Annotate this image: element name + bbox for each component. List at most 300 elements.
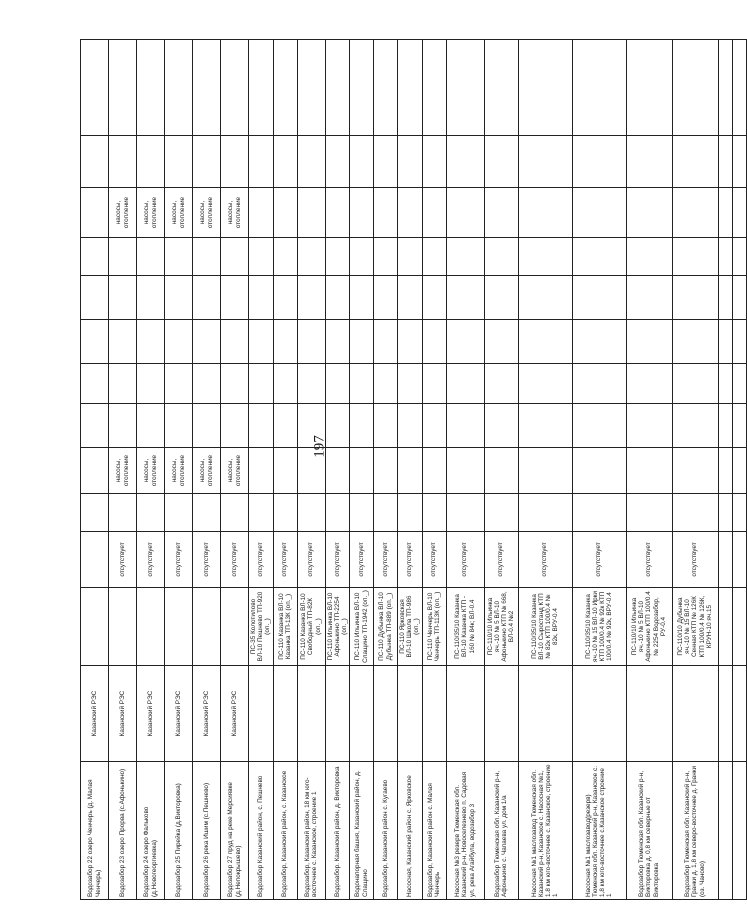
- backup-status-cell-text: отсутствует: [257, 542, 265, 577]
- blank-cell: [165, 364, 193, 404]
- backup-status-cell: [484, 532, 518, 588]
- consumers-cell: [718, 448, 732, 494]
- blank-cell: [297, 40, 325, 136]
- power-source-cell-text: ПС-110/35/10 Казанка ВЛ-10 Сыростанд КТП № 82к КТП 100/0.4 № 82к, ВРУ-0.4: [530, 593, 560, 660]
- table-row: [572, 40, 626, 900]
- consumers-cell-text: насосы, отопление: [227, 454, 242, 487]
- blank-cell: [398, 364, 423, 404]
- backup-status-cell: [732, 532, 746, 588]
- blank-cell: [350, 404, 374, 448]
- power-source-cell-text: ПС-110 Ченчерь ВЛ-10 Ченчерь ТП-113К (оп._): [426, 591, 442, 662]
- backup-status-cell: [398, 532, 423, 588]
- blank-cell: [422, 276, 446, 320]
- blank-cell: [572, 320, 626, 364]
- blank-cell: [193, 320, 221, 364]
- power-source-cell: [672, 588, 718, 666]
- blank-cell: [273, 276, 297, 320]
- consumers-cell: [518, 188, 572, 238]
- blank-cell: [249, 320, 274, 364]
- blank-cell: [398, 40, 423, 136]
- table-row: [273, 40, 297, 900]
- object-cell-text: Водозабор 26 река Ишим (с.Пешнево): [202, 782, 210, 897]
- blank-cell: [249, 238, 274, 276]
- table-row: [81, 40, 109, 900]
- backup-status-cell-text: отсутствует: [357, 542, 365, 577]
- blank-cell: [422, 238, 446, 276]
- table-row: [297, 40, 325, 900]
- blank-cell: [81, 238, 109, 276]
- power-source-cell: [732, 588, 746, 666]
- page-number: 197: [311, 435, 328, 458]
- backup-status-cell: [446, 532, 484, 588]
- blank-cell: [81, 364, 109, 404]
- organization-cell-text: Казанский РЭС: [230, 690, 238, 737]
- blank-cell: [518, 40, 572, 136]
- blank-cell: [297, 320, 325, 364]
- blank-cell: [572, 364, 626, 404]
- backup-status-cell-text: отсутствует: [118, 542, 126, 577]
- power-source-cell-text: ПС-35 Колотилово ВЛ-10 Пешнево ТП-920 (оп._): [250, 591, 272, 662]
- object-cell-text: Водозабор, Казанский район с. Малая Ченчерь: [426, 783, 442, 897]
- consumers-cell: [273, 448, 297, 494]
- blank-cell: [518, 136, 572, 188]
- blank-cell: [193, 276, 221, 320]
- organization-cell: [81, 666, 109, 762]
- blank-cell: [81, 404, 109, 448]
- consumers-cell: [422, 188, 446, 238]
- blank-cell: [732, 238, 746, 276]
- blank-cell: [572, 40, 626, 136]
- consumers-cell: [672, 448, 718, 494]
- blank-cell: [446, 494, 484, 532]
- organization-cell: [273, 666, 297, 762]
- backup-status-cell: [249, 532, 274, 588]
- backup-status-cell-text: отсутствует: [202, 542, 210, 577]
- table-row: [165, 40, 193, 900]
- blank-cell: [374, 320, 398, 364]
- object-cell: [221, 762, 249, 900]
- object-cell: [374, 762, 398, 900]
- object-cell-text: Водозабор, Казанский район, 18 км юго-восточнее с. Казанское, строение 1: [303, 777, 319, 897]
- backup-status-cell-text: отсутствует: [461, 542, 469, 577]
- blank-cell: [273, 320, 297, 364]
- blank-cell: [718, 404, 732, 448]
- object-cell-text: Насосная №1 маслозавод(резерв) Тюменская обл. Казанский р-н, Казанское с. 1,8 км юго-восточнее с.Казанское строение 1: [584, 766, 614, 897]
- blank-cell: [398, 276, 423, 320]
- blank-cell: [350, 238, 374, 276]
- organization-cell: [297, 666, 325, 762]
- blank-cell: [718, 276, 732, 320]
- blank-cell: [672, 40, 718, 136]
- blank-cell: [718, 136, 732, 188]
- blank-cell: [732, 136, 746, 188]
- blank-cell: [221, 404, 249, 448]
- blank-cell: [249, 404, 274, 448]
- consumers-cell: [249, 448, 274, 494]
- registry-table-area: [80, 40, 713, 900]
- table-row: [374, 40, 398, 900]
- blank-cell: [672, 364, 718, 404]
- backup-status-cell: [422, 532, 446, 588]
- table-row: [398, 40, 423, 900]
- object-cell-text: Водозабор 22 озеро Ченчерь (д. Малая Ченчерь): [87, 779, 102, 897]
- backup-status-cell: [672, 532, 718, 588]
- consumers-cell: [221, 448, 249, 494]
- blank-cell: [398, 320, 423, 364]
- backup-status-cell-text: отсутствует: [307, 542, 315, 577]
- blank-cell: [626, 276, 672, 320]
- backup-status-cell-text: отсутствует: [146, 542, 154, 577]
- organization-cell: [718, 666, 732, 762]
- blank-cell: [297, 136, 325, 188]
- organization-cell: [350, 666, 374, 762]
- blank-cell: [165, 238, 193, 276]
- backup-status-cell: [325, 532, 350, 588]
- object-cell-text: Водозабор Тюменская обл. Казанский р-н, Викторовка д. 0,8 км северные от Викторовка: [638, 771, 660, 897]
- object-cell-text: Насосная №3 резерв Тюменская обл. Казанский р-н, Новоселезнево п. Садовая ул. река Агайбула, водозабор 3: [454, 771, 476, 897]
- blank-cell: [165, 136, 193, 188]
- blank-cell: [221, 40, 249, 136]
- blank-cell: [193, 364, 221, 404]
- power-source-cell: [221, 588, 249, 666]
- backup-status-cell-text: отсутствует: [406, 542, 414, 577]
- power-source-cell: [398, 588, 423, 666]
- blank-cell: [518, 404, 572, 448]
- object-cell-text: Водозабор. Казанский район, д. Викторовка: [333, 766, 341, 897]
- power-source-cell-text: ПС-110/35/10 Казанка яч.-10 № 15 ВЛ-10 Ирки КТП 100/0.4 № 92к КТП 100/0.4 № 92к, ВРУ-0.4: [584, 591, 614, 663]
- power-source-cell: [273, 588, 297, 666]
- table-row: [422, 40, 446, 900]
- blank-cell: [718, 320, 732, 364]
- blank-cell: [193, 40, 221, 136]
- blank-cell: [193, 136, 221, 188]
- blank-cell: [718, 364, 732, 404]
- blank-cell: [422, 40, 446, 136]
- blank-cell: [572, 404, 626, 448]
- registry-table: [80, 39, 747, 900]
- blank-cell: [325, 320, 350, 364]
- object-cell-text: Водозабор 27 пруд на реке Мерсиявке (д.Непокрышево): [227, 782, 242, 897]
- organization-cell: [518, 666, 572, 762]
- consumers-cell: [572, 448, 626, 494]
- backup-status-cell-text: отсутствует: [691, 542, 699, 577]
- table-row: [446, 40, 484, 900]
- blank-cell: [446, 364, 484, 404]
- object-cell: [109, 762, 137, 900]
- blank-cell: [422, 136, 446, 188]
- consumers-cell: [398, 448, 423, 494]
- table-row: [732, 40, 746, 900]
- consumers-cell: [732, 448, 746, 494]
- backup-status-cell: [81, 532, 109, 588]
- organization-cell: [398, 666, 423, 762]
- object-cell: [518, 762, 572, 900]
- backup-status-cell: [137, 532, 165, 588]
- organization-cell: [446, 666, 484, 762]
- blank-cell: [672, 238, 718, 276]
- blank-cell: [109, 494, 137, 532]
- blank-cell: [325, 40, 350, 136]
- backup-status-cell: [718, 532, 732, 588]
- power-source-cell: [81, 588, 109, 666]
- blank-cell: [350, 276, 374, 320]
- backup-status-cell: [626, 532, 672, 588]
- blank-cell: [193, 404, 221, 448]
- blank-cell: [484, 494, 518, 532]
- consumers-cell: [672, 188, 718, 238]
- backup-status-cell-text: отсутствует: [333, 542, 341, 577]
- consumers-cell: [374, 448, 398, 494]
- consumers-cell-text: насосы, отопление: [199, 196, 214, 229]
- consumers-cell-text: насосы, отопление: [227, 196, 242, 229]
- object-cell-text: Водозабор, Казанский район, с. Казанское: [281, 770, 289, 897]
- object-cell: [732, 762, 746, 900]
- blank-cell: [518, 238, 572, 276]
- object-cell: [350, 762, 374, 900]
- blank-cell: [297, 494, 325, 532]
- consumers-cell: [374, 188, 398, 238]
- blank-cell: [518, 364, 572, 404]
- blank-cell: [350, 494, 374, 532]
- organization-cell: [572, 666, 626, 762]
- blank-cell: [165, 40, 193, 136]
- blank-cell: [109, 364, 137, 404]
- blank-cell: [273, 404, 297, 448]
- consumers-cell: [297, 448, 325, 494]
- consumers-cell: [350, 188, 374, 238]
- blank-cell: [221, 494, 249, 532]
- blank-cell: [109, 404, 137, 448]
- backup-status-cell: [297, 532, 325, 588]
- blank-cell: [221, 238, 249, 276]
- table-row: [109, 40, 137, 900]
- backup-status-cell-text: отсутствует: [174, 542, 182, 577]
- table-row: [626, 40, 672, 900]
- blank-cell: [572, 238, 626, 276]
- blank-cell: [374, 238, 398, 276]
- blank-cell: [398, 404, 423, 448]
- backup-status-cell-text: отсутствует: [497, 542, 505, 577]
- consumers-cell: [626, 448, 672, 494]
- blank-cell: [626, 364, 672, 404]
- blank-cell: [732, 494, 746, 532]
- power-source-cell: [572, 588, 626, 666]
- power-source-cell-text: ПС-110 Казанка ВЛ-10 Казанка ТП-13К (оп._): [277, 593, 293, 660]
- power-source-cell: [422, 588, 446, 666]
- blank-cell: [165, 276, 193, 320]
- power-source-cell-text: ПС-110/10 Дубынка яч.-10 № 15 ВЛ-10 Сенная КТП № 126К КТП 100/0.4 № 126К, КРУН-10 яч.15: [677, 595, 713, 658]
- backup-status-cell: [165, 532, 193, 588]
- organization-cell-text: Казанский РЭС: [118, 690, 126, 737]
- object-cell-text: Водозабор 23 озеро Прорва (с.Афонькино): [118, 768, 126, 897]
- blank-cell: [626, 238, 672, 276]
- object-cell: [165, 762, 193, 900]
- power-source-cell: [109, 588, 137, 666]
- blank-cell: [398, 136, 423, 188]
- object-cell-text: Водозабор Тюменская обл. Казанский р-н, Гранки д. 1,8 км северо-восточнее д. Гранки (оз. Чаново): [684, 765, 706, 897]
- table-row: [718, 40, 732, 900]
- blank-cell: [732, 320, 746, 364]
- blank-cell: [672, 404, 718, 448]
- organization-cell: [626, 666, 672, 762]
- power-source-cell: [325, 588, 350, 666]
- blank-cell: [672, 494, 718, 532]
- consumers-cell-text: насосы, отопление: [115, 454, 130, 487]
- consumers-cell-text: насосы, отопление: [143, 196, 158, 229]
- blank-cell: [249, 494, 274, 532]
- object-cell: [81, 762, 109, 900]
- consumers-cell: [422, 448, 446, 494]
- blank-cell: [81, 494, 109, 532]
- table-row: [518, 40, 572, 900]
- backup-status-cell-text: отсутствует: [381, 542, 389, 577]
- blank-cell: [137, 404, 165, 448]
- consumers-cell-text: насосы, отопление: [143, 454, 158, 487]
- blank-cell: [137, 136, 165, 188]
- blank-cell: [446, 40, 484, 136]
- blank-cell: [572, 136, 626, 188]
- power-source-cell: [518, 588, 572, 666]
- consumers-cell-text: насосы, отопление: [115, 196, 130, 229]
- blank-cell: [626, 320, 672, 364]
- backup-status-cell: [193, 532, 221, 588]
- blank-cell: [325, 276, 350, 320]
- blank-cell: [297, 364, 325, 404]
- organization-cell: [422, 666, 446, 762]
- blank-cell: [81, 40, 109, 136]
- blank-cell: [193, 238, 221, 276]
- power-source-cell: [484, 588, 518, 666]
- blank-cell: [518, 494, 572, 532]
- blank-cell: [446, 404, 484, 448]
- backup-status-cell: [350, 532, 374, 588]
- blank-cell: [374, 40, 398, 136]
- backup-status-cell-text: отсутствует: [230, 542, 238, 577]
- blank-cell: [165, 494, 193, 532]
- organization-cell: [374, 666, 398, 762]
- blank-cell: [572, 494, 626, 532]
- blank-cell: [249, 364, 274, 404]
- blank-cell: [398, 494, 423, 532]
- power-source-cell: [165, 588, 193, 666]
- blank-cell: [518, 320, 572, 364]
- backup-status-cell-text: отсутствует: [541, 542, 549, 577]
- blank-cell: [273, 136, 297, 188]
- consumers-cell: [572, 188, 626, 238]
- blank-cell: [732, 404, 746, 448]
- blank-cell: [221, 276, 249, 320]
- table-row: [484, 40, 518, 900]
- blank-cell: [484, 40, 518, 136]
- backup-status-cell: [221, 532, 249, 588]
- blank-cell: [137, 238, 165, 276]
- consumers-cell: [193, 188, 221, 238]
- organization-cell-text: Казанский РЭС: [90, 690, 98, 737]
- blank-cell: [374, 364, 398, 404]
- power-source-cell: [297, 588, 325, 666]
- blank-cell: [165, 404, 193, 448]
- blank-cell: [518, 276, 572, 320]
- consumers-cell: [109, 448, 137, 494]
- object-cell-text: Насосная №1 маслозавод Тюменская обл. Казанский р-н, Казанское с. Насосная №1, 1.8 км юго-восточнее с. Казанское, строение 1: [530, 764, 560, 897]
- blank-cell: [350, 320, 374, 364]
- blank-cell: [572, 276, 626, 320]
- organization-cell: [325, 666, 350, 762]
- table-row: [137, 40, 165, 900]
- blank-cell: [137, 494, 165, 532]
- blank-cell: [718, 40, 732, 136]
- blank-cell: [374, 136, 398, 188]
- blank-cell: [81, 320, 109, 364]
- consumers-cell: [109, 188, 137, 238]
- organization-cell: [109, 666, 137, 762]
- backup-status-cell-text: отсутствует: [281, 542, 289, 577]
- table-row: [350, 40, 374, 900]
- object-cell-text: Водозабор Тюменская обл. Казанский р-н, Афонькино с. Чапаева ул. дом 1/а: [493, 771, 509, 897]
- consumers-cell: [446, 188, 484, 238]
- object-cell: [137, 762, 165, 900]
- object-cell: [422, 762, 446, 900]
- consumers-cell-text: насосы, отопление: [171, 454, 186, 487]
- organization-cell: [484, 666, 518, 762]
- power-source-cell-text: ПС-110/10 Ильинка яч.-10 № 5 ВЛ-10 Афонькино КТП 100/0.4 № 2254 Водозабор, РУ-0.4: [631, 591, 667, 662]
- blank-cell: [718, 494, 732, 532]
- object-cell: [484, 762, 518, 900]
- blank-cell: [732, 276, 746, 320]
- organization-cell-text: Казанский РЭС: [174, 690, 182, 737]
- backup-status-cell-text: отсутствует: [595, 542, 603, 577]
- object-cell: [572, 762, 626, 900]
- table-row: [325, 40, 350, 900]
- backup-status-cell: [374, 532, 398, 588]
- blank-cell: [484, 136, 518, 188]
- power-source-cell-text: ПС-110 Ильинка ВЛ-10 Слащино ТП-1942 (оп._): [354, 590, 369, 663]
- blank-cell: [273, 40, 297, 136]
- blank-cell: [350, 136, 374, 188]
- power-source-cell-text: ПС-110 Дубынка ВЛ-10 Дубынка ТП-889 (оп._): [378, 592, 393, 661]
- consumers-cell: [81, 448, 109, 494]
- object-cell-text: Водонапорная башня, Казанский район, д. Слащино: [354, 770, 369, 897]
- blank-cell: [249, 136, 274, 188]
- blank-cell: [325, 364, 350, 404]
- power-source-cell: [374, 588, 398, 666]
- power-source-cell: [193, 588, 221, 666]
- power-source-cell-text: ПС-110/35/10 Казанка ВЛ-10 Казанка КТП - 160 № 84к; ВЛ-0.4: [454, 594, 476, 659]
- blank-cell: [626, 494, 672, 532]
- consumers-cell: [165, 448, 193, 494]
- blank-cell: [273, 238, 297, 276]
- consumers-cell: [350, 448, 374, 494]
- consumers-cell: [732, 188, 746, 238]
- blank-cell: [325, 238, 350, 276]
- blank-cell: [732, 40, 746, 136]
- blank-cell: [350, 40, 374, 136]
- organization-cell: [732, 666, 746, 762]
- power-source-cell-text: ПС-110 Казанка ВЛ-10 Свободный ТП-82К (оп._): [300, 593, 322, 660]
- object-cell-text: Водозабор 24 озеро Фальково (д.Новогеоргиевка): [143, 806, 158, 897]
- blank-cell: [484, 404, 518, 448]
- blank-cell: [422, 404, 446, 448]
- object-cell: [446, 762, 484, 900]
- consumers-cell: [297, 188, 325, 238]
- blank-cell: [446, 136, 484, 188]
- blank-cell: [718, 238, 732, 276]
- blank-cell: [81, 136, 109, 188]
- consumers-cell: [249, 188, 274, 238]
- object-cell: [325, 762, 350, 900]
- backup-status-cell: [572, 532, 626, 588]
- blank-cell: [484, 364, 518, 404]
